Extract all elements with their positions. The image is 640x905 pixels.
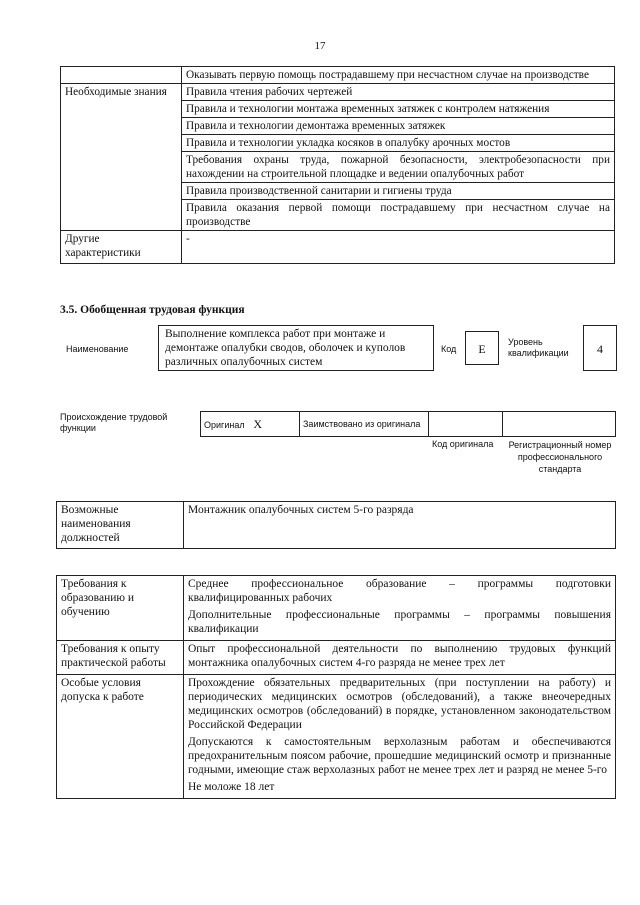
- table-row: [57, 675, 616, 799]
- level-label: Уровень квалификации: [508, 337, 569, 358]
- requirement-text: Допускаются к самостоятельным верхолазным работам и обеспечиваются предохранительным поясом рабочие, прошедшие медицинский осмотр и признанные годными, имеющие стаж верхолазных работ не менее трех лет и разряд не менее 5-го: [188, 736, 611, 776]
- table-row: [61, 67, 615, 84]
- requirement-text: Опыт профессиональной деятельности по выполнению трудовых функций монтажника опалубочных систем 4-го разряда не менее трех лет: [188, 643, 611, 669]
- knowledge-item: Правила оказания первой помощи пострадавшему при несчастном случае на производстве: [182, 200, 615, 231]
- knowledge-item: Требования охраны труда, пожарной безопасности, электробезопасности при нахождении на строительной площадке и ведении опалубочных работ: [182, 152, 615, 183]
- special-conditions-values: [184, 675, 616, 799]
- table-row: [201, 412, 616, 437]
- knowledge-label: Необходимые знания: [61, 84, 182, 231]
- requirement-text: Среднее профессиональное образование – программы подготовки квалифицированных рабочих: [188, 578, 611, 604]
- experience-values: [184, 641, 616, 675]
- requirement-text: Прохождение обязательных предварительных (при поступлении на работу) и периодических медицинских осмотров (обследований), а также внеочередных медицинских осмотров (обследований) в порядке, установленном законодательством Российской Федерации: [188, 677, 611, 731]
- requirement-text: Не моложе 18 лет: [188, 781, 275, 793]
- knowledge-item: Правила чтения рабочих чертежей: [182, 84, 615, 101]
- knowledge-item: Правила производственной санитарии и гигиены труда: [182, 183, 615, 200]
- table-row: [57, 502, 616, 549]
- positions-label: Возможные наименования должностей: [57, 502, 184, 549]
- education-label: Требования к образованию и обучению: [57, 576, 184, 641]
- special-conditions-label: Особые условия допуска к работе: [57, 675, 184, 799]
- origin-label: Происхождение трудовой функции: [60, 412, 168, 433]
- page-number: 17: [314, 40, 326, 52]
- code-original-caption: Код оригинала: [432, 439, 494, 449]
- code-label: Код: [441, 344, 457, 354]
- table-row: [57, 576, 616, 641]
- other-label: Другие характеристики: [61, 231, 182, 264]
- origin-table: [200, 411, 616, 437]
- code-value: Е: [465, 331, 499, 365]
- requirements-table: [56, 575, 616, 799]
- continuation-item: Оказывать первую помощь пострадавшему при несчастном случае на производстве: [182, 67, 615, 84]
- name-value: Выполнение комплекса работ при монтаже и демонтаже опалубки сводов, оболочек и куполов различных опалубочных систем: [158, 325, 434, 371]
- knowledge-item: Правила и технологии монтажа временных затяжек с контролем натяжения: [182, 101, 615, 118]
- name-label: Наименование: [66, 344, 129, 354]
- positions-table: [56, 501, 616, 549]
- original-label: Оригинал: [204, 419, 245, 430]
- table-row: [61, 84, 615, 101]
- original-cell: [201, 412, 300, 437]
- reg-number-caption: Регистрационный номер профессионального стандарта: [508, 440, 612, 474]
- code-original-cell: [429, 412, 503, 437]
- section-title: 3.5. Обобщенная трудовая функция: [60, 304, 245, 316]
- requirement-text: Дополнительные профессиональные программы – программы повышения квалификации: [188, 609, 611, 635]
- knowledge-table: [60, 66, 615, 264]
- experience-label: Требования к опыту практической работы: [57, 641, 184, 675]
- level-value: 4: [583, 325, 617, 371]
- table-row: [61, 231, 615, 264]
- education-values: [184, 576, 616, 641]
- table-row: [57, 641, 616, 675]
- knowledge-item: Правила и технологии укладка косяков в опалубку арочных мостов: [182, 135, 615, 152]
- positions-value: Монтажник опалубочных систем 5-го разряда: [184, 502, 616, 549]
- table-cell-empty: [61, 67, 182, 84]
- knowledge-item: Правила и технологии демонтажа временных затяжек: [182, 118, 615, 135]
- reg-number-cell: [503, 412, 616, 437]
- borrowed-label: Заимствовано из оригинала: [300, 412, 429, 437]
- original-mark: X: [253, 416, 262, 431]
- other-value: -: [182, 231, 615, 264]
